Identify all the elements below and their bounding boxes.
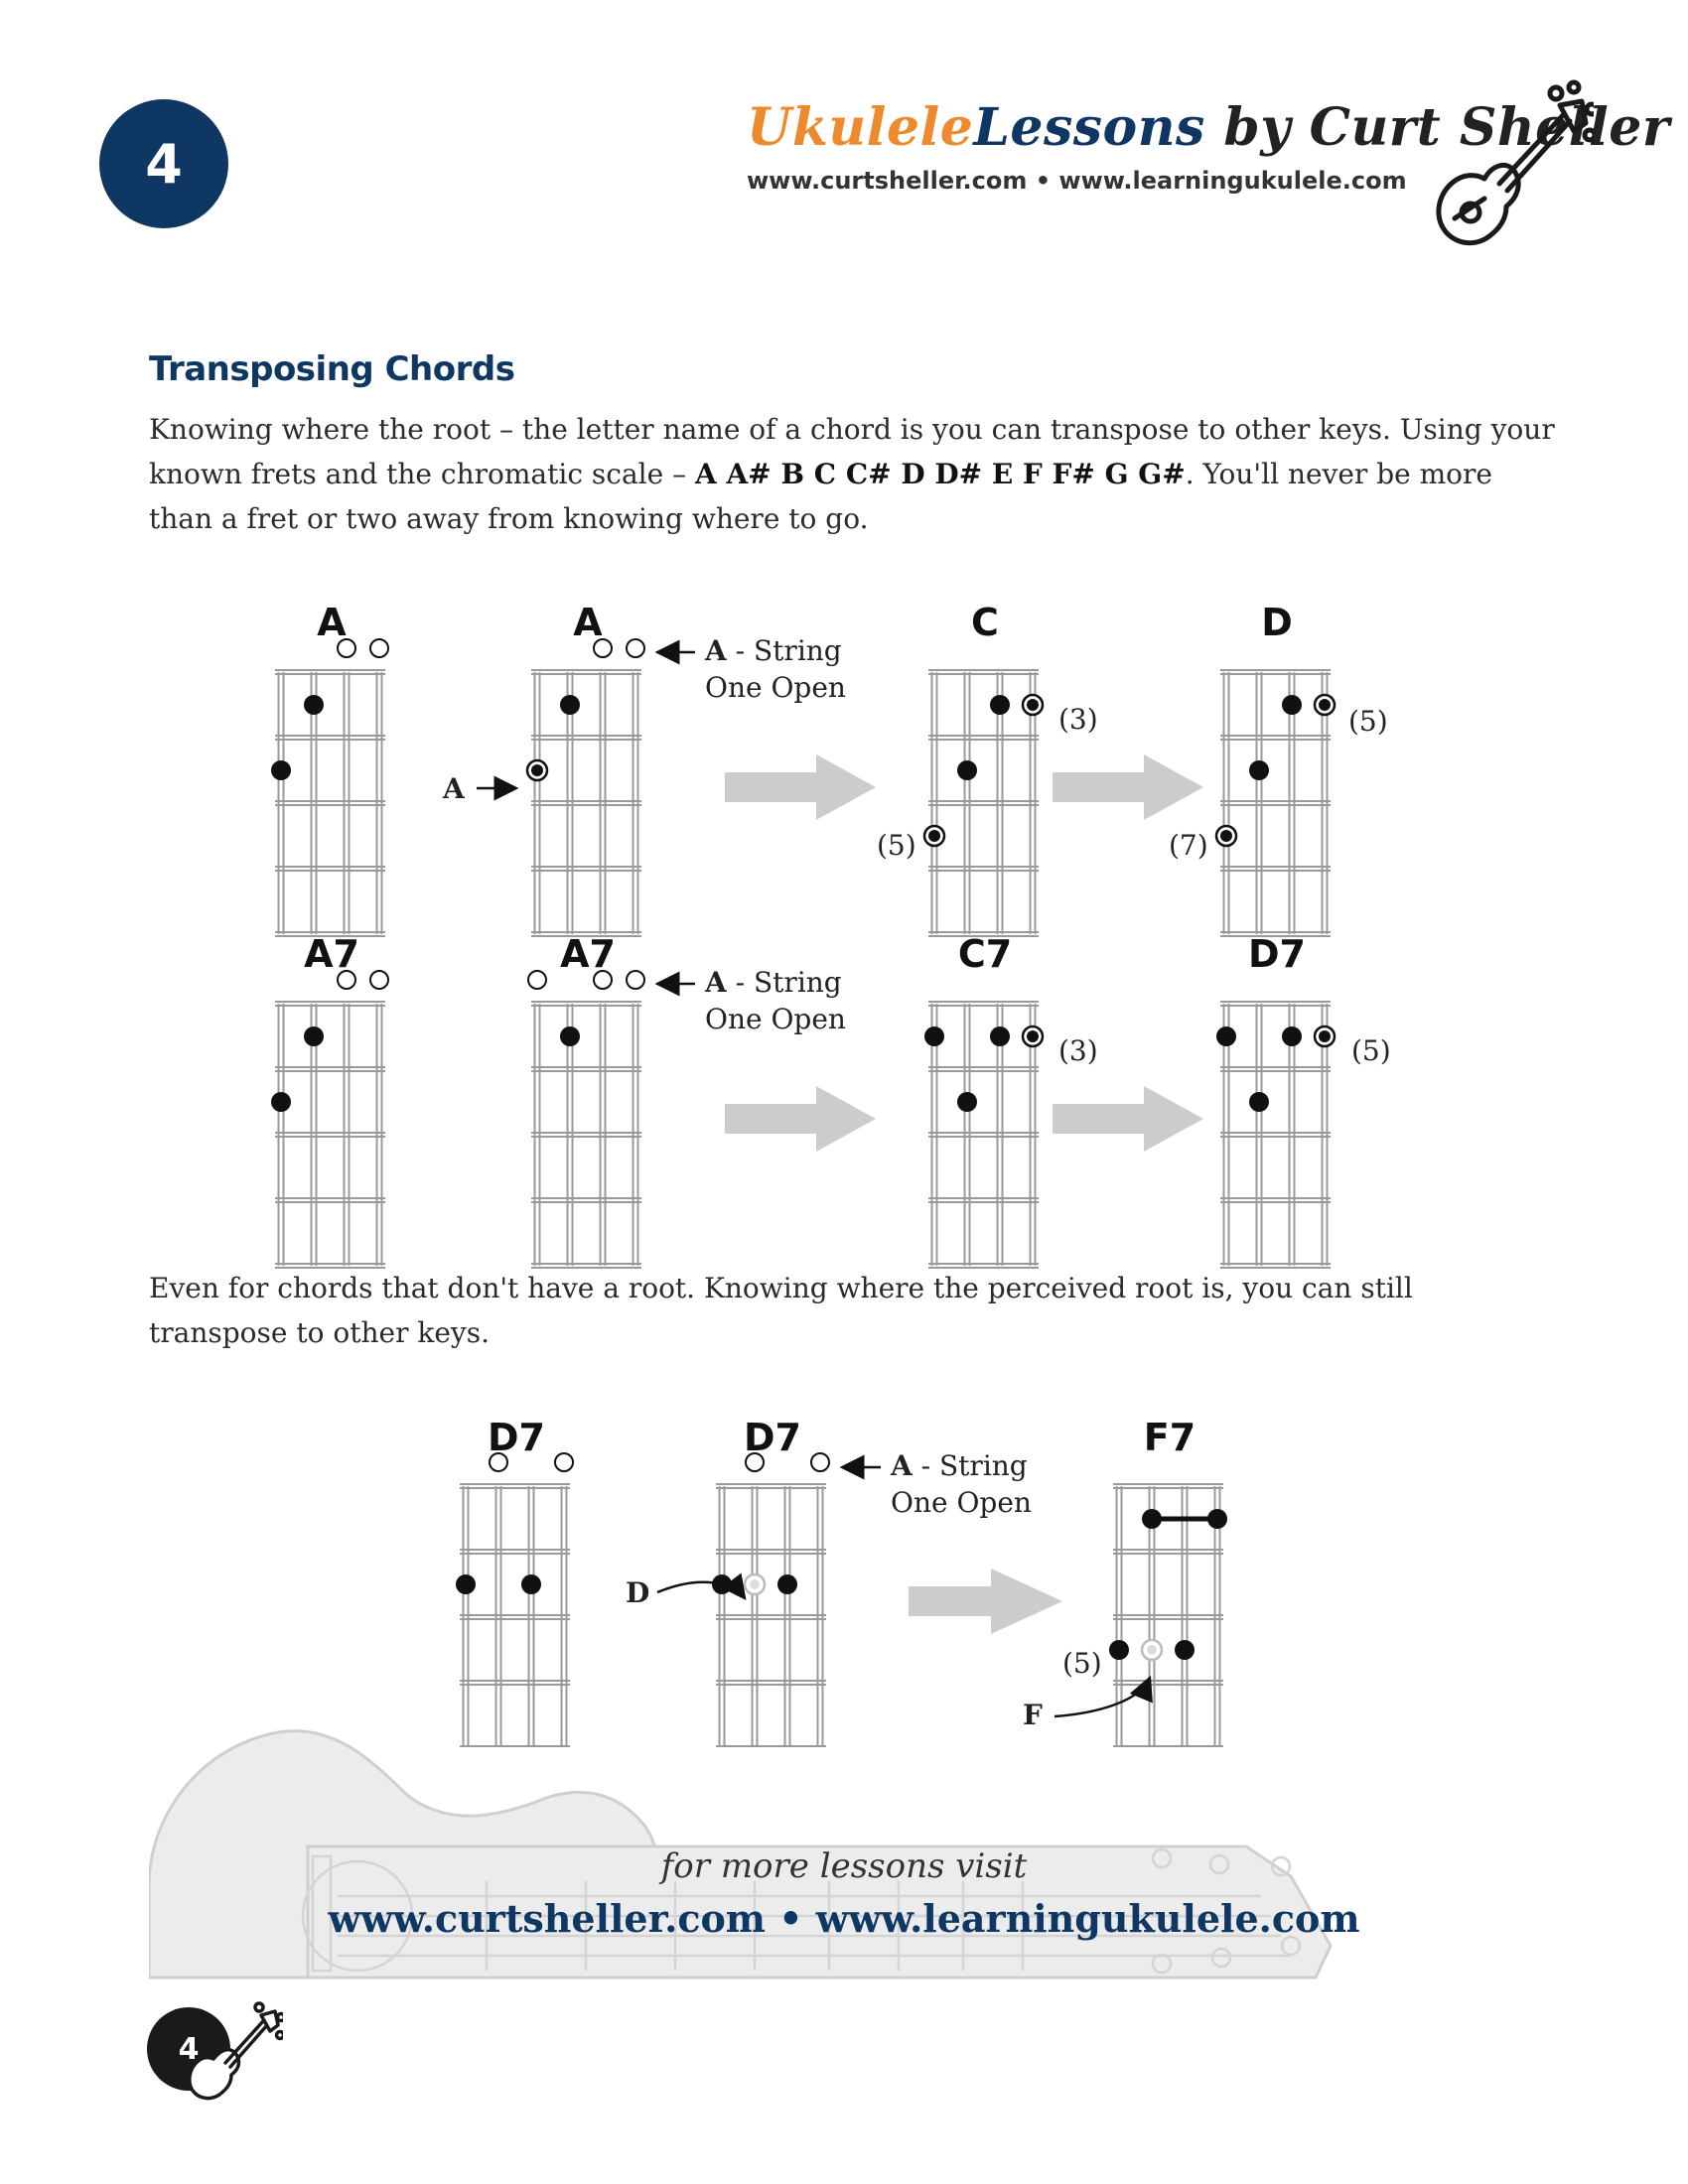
root-marker-center bbox=[531, 764, 543, 776]
finger-dot bbox=[1216, 1026, 1236, 1046]
finger-dot bbox=[456, 1574, 476, 1594]
transpose-arrow bbox=[725, 754, 876, 820]
open-string-marker bbox=[370, 971, 388, 989]
string-note: A - String bbox=[705, 634, 842, 667]
transpose-arrow bbox=[1053, 754, 1203, 820]
finger-dot bbox=[304, 695, 324, 715]
root-marker-center bbox=[1319, 1030, 1331, 1042]
chord-grids bbox=[271, 639, 1335, 1747]
finger-dot bbox=[1207, 1509, 1227, 1529]
fret-label: (5) bbox=[877, 829, 916, 862]
brand-ukulele: Ukulele bbox=[747, 97, 974, 158]
finger-dot bbox=[924, 1026, 944, 1046]
pointer-arrows bbox=[477, 652, 1150, 1716]
string-note: A - String bbox=[891, 1449, 1028, 1482]
chord-name: D7 bbox=[488, 1416, 545, 1459]
root-marker-center bbox=[1027, 699, 1039, 711]
bottom-page-number: 4 bbox=[178, 2031, 200, 2067]
finger-dot bbox=[560, 1026, 580, 1046]
footer-visit-text: for more lessons visit bbox=[660, 1846, 1028, 1886]
finger-dot bbox=[1249, 1092, 1269, 1112]
finger-dot bbox=[271, 1092, 291, 1112]
perceived-root-paragraph: Even for chords that don't have a root. Knowing where the perceived root is, you can still transpose to other keys. bbox=[149, 1272, 1413, 1349]
finger-dot bbox=[1175, 1640, 1195, 1660]
chord-name: D7 bbox=[744, 1416, 801, 1459]
fret-label: (5) bbox=[1062, 1647, 1102, 1680]
finger-dot bbox=[1282, 695, 1302, 715]
brand-author: by Curt Sheller bbox=[1204, 97, 1670, 158]
root-marker-center bbox=[1220, 830, 1232, 842]
fret-label: (3) bbox=[1058, 1034, 1098, 1067]
chord-name: C7 bbox=[957, 932, 1013, 976]
root-label: A bbox=[443, 772, 465, 805]
open-string-marker bbox=[528, 971, 546, 989]
open-string-marker bbox=[811, 1453, 829, 1471]
page-number: 4 bbox=[145, 132, 183, 196]
open-string-marker bbox=[627, 639, 644, 657]
bottom-ukulele-icon bbox=[184, 1995, 283, 2105]
finger-dot bbox=[990, 1026, 1010, 1046]
brand-lessons: Lessons bbox=[973, 97, 1205, 158]
transpose-arrow bbox=[1053, 1086, 1203, 1152]
chromatic-scale: A A# B C C# D D# E F F# G G# bbox=[694, 458, 1186, 490]
root-marker-center bbox=[1319, 699, 1331, 711]
finger-dot bbox=[271, 760, 291, 780]
perceived-root-center bbox=[750, 1579, 760, 1589]
chord-name: A7 bbox=[304, 932, 359, 976]
finger-dot bbox=[957, 1092, 977, 1112]
finger-dot bbox=[957, 760, 977, 780]
header-urls: www.curtsheller.com • www.learningukulele.com bbox=[747, 167, 1407, 195]
chord-name: D bbox=[1261, 601, 1293, 644]
root-marker-center bbox=[928, 830, 940, 842]
finger-dot bbox=[777, 1574, 797, 1594]
transpose-arrow bbox=[725, 1086, 876, 1152]
fret-label: (5) bbox=[1351, 1034, 1391, 1067]
fret-label: (7) bbox=[1169, 829, 1208, 862]
fret-label: (3) bbox=[1058, 703, 1098, 736]
open-note: One Open bbox=[705, 671, 846, 704]
finger-dot bbox=[1142, 1509, 1162, 1529]
footer-urls: www.curtsheller.com • www.learningukulele.com bbox=[328, 1896, 1360, 1941]
root-label: D bbox=[626, 1576, 650, 1609]
open-note: One Open bbox=[891, 1486, 1032, 1519]
chord-name: F7 bbox=[1143, 1416, 1196, 1459]
finger-dot bbox=[1249, 760, 1269, 780]
finger-dot bbox=[560, 695, 580, 715]
intro-text-start: Knowing where the root – the letter name of a chord is you can transpose to other keys. Using your known frets and the chromatic scale – bbox=[149, 413, 1555, 490]
intro-text-end: . You'll never be more than a fret or two away from knowing where to go. bbox=[149, 458, 1492, 535]
open-note: One Open bbox=[705, 1003, 846, 1035]
fret-label: (5) bbox=[1348, 705, 1388, 738]
perceived-root-center bbox=[1147, 1645, 1157, 1655]
finger-dot bbox=[521, 1574, 541, 1594]
chord-name: A bbox=[573, 601, 603, 644]
string-note: A - String bbox=[705, 966, 842, 999]
chord-name: A bbox=[317, 601, 347, 644]
open-string-marker bbox=[627, 971, 644, 989]
section-title: Transposing Chords bbox=[149, 349, 515, 389]
root-marker-center bbox=[1027, 1030, 1039, 1042]
chord-name: D7 bbox=[1248, 932, 1306, 976]
transpose-arrow bbox=[909, 1569, 1062, 1634]
chord-name: C bbox=[971, 601, 999, 644]
finger-dot bbox=[1282, 1026, 1302, 1046]
chord-name: A7 bbox=[560, 932, 616, 976]
open-string-marker bbox=[555, 1453, 573, 1471]
finger-dot bbox=[1109, 1640, 1129, 1660]
root-label: F bbox=[1023, 1699, 1043, 1731]
finger-dot bbox=[304, 1026, 324, 1046]
open-string-marker bbox=[370, 639, 388, 657]
finger-dot bbox=[990, 695, 1010, 715]
